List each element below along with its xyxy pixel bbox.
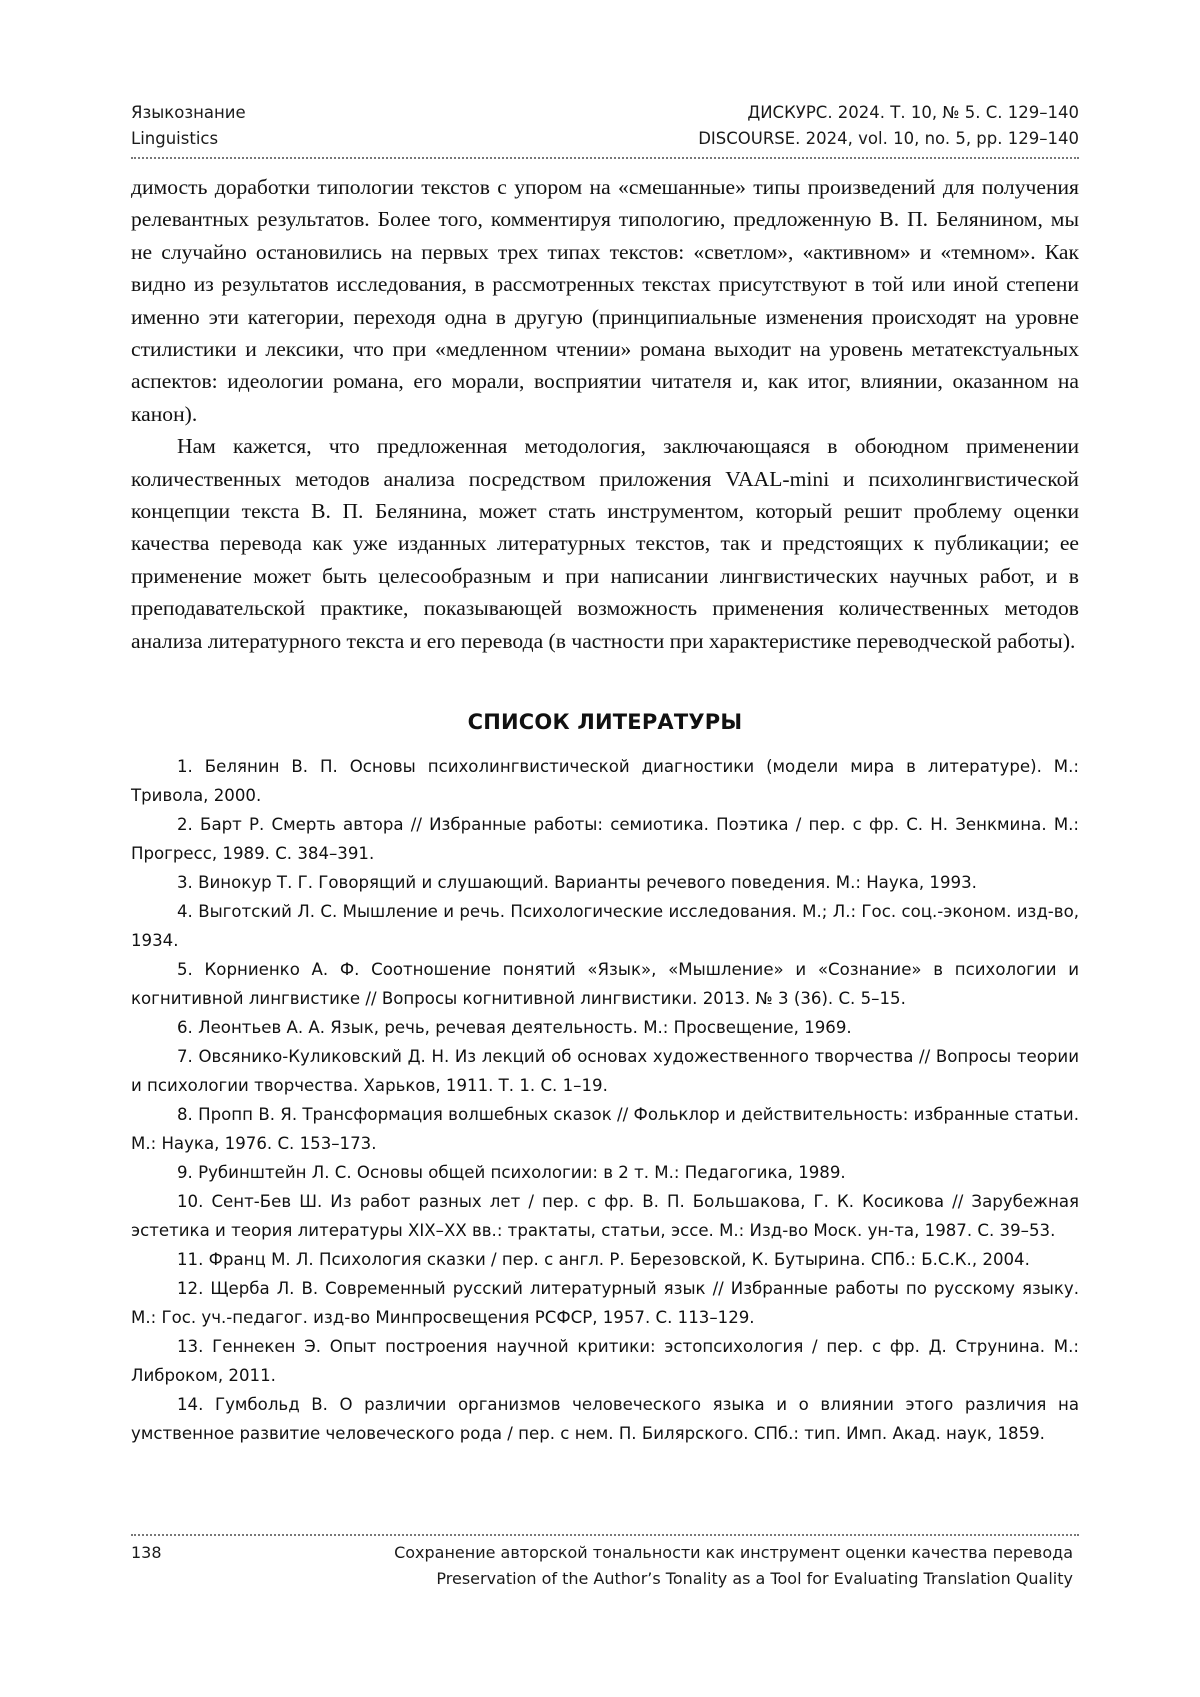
- running-header: [131, 100, 1079, 152]
- article-body: [131, 171, 1079, 657]
- footer-title-en: Preservation of the Author’s Tonality as a Tool for Evaluating Translation Quality: [436, 1569, 1073, 1588]
- footer-title-ru: Сохранение авторской тональности как инструмент оценки качества перевода: [394, 1543, 1073, 1562]
- header-section-en: Linguistics: [131, 129, 219, 148]
- header-citation-en: DISCOURSE. 2024, vol. 10, no. 5, pp. 129–140: [698, 129, 1079, 148]
- reference-item: 1. Белянин В. П. Основы психолингвистической диагностики (модели мира в литературе). М.: Тривола, 2000.: [131, 757, 1079, 805]
- reference-item: 13. Геннекен Э. Опыт построения научной критики: эстопсихология / пер. с фр. Д. Струнина. М.: Либроком, 2011.: [131, 1337, 1079, 1385]
- reference-item: 7. Овсянико-Куликовский Д. Н. Из лекций об основах художественного творчества // Вопросы теории и психологии творчества. Харьков, 1911. Т. 1. С. 1–19.: [131, 1047, 1079, 1095]
- header-section-ru: Языкознание: [131, 103, 246, 122]
- reference-item: 9. Рубинштейн Л. С. Основы общей психологии: в 2 т. М.: Педагогика, 1989.: [177, 1163, 846, 1182]
- references-heading: СПИСОК ЛИТЕРАТУРЫ: [467, 710, 743, 734]
- reference-item: 12. Щерба Л. В. Современный русский литературный язык // Избранные работы по русскому языку. М.: Гос. уч.-педагог. изд-во Минпросвещения РСФСР, 1957. С. 113–129.: [131, 1279, 1079, 1327]
- reference-item: 2. Барт Р. Смерть автора // Избранные работы: семиотика. Поэтика / пер. с фр. С. Н. Зенкмина. М.: Прогресс, 1989. С. 384–391.: [131, 815, 1079, 863]
- reference-item: 8. Пропп В. Я. Трансформация волшебных сказок // Фольклор и действительность: избранные статьи. М.: Наука, 1976. С. 153–173.: [131, 1105, 1079, 1153]
- journal-page: [131, 0, 1079, 1697]
- body-paragraph: димость доработки типологии текстов с упором на «смешанные» типы произведений для получения релевантных результатов. Более того, комментируя типологию, предложенную В. П. Белянином, мы не случайно остановились на первых трех типах текстов: «светлом», «активном» и «темном». Как видно из результатов исследования, в рассмотренных текстах присутствуют в той или иной степени именно эти категории, переходя одна в другую (принципиальные изменения происходят на уровне стилистики и лексики, что при «медленном чтении» романа выходит на уровень метатекстуальных аспектов: идеологии романа, его морали, восприятии читателя и, как итог, влиянии, оказанном на канон).: [131, 175, 1079, 426]
- body-paragraph: Нам кажется, что предложенная методология, заключающаяся в обоюдном применении количественных методов анализа посредством приложения VAAL-mini и психолингвистической концепции текста В. П. Белянина, может стать инструментом, который решит проблему оценки качества перевода как уже изданных литературных текстов, так и предстоящих к публикации; ее применение может быть целесообразным и при написании лингвистических научных работ, и в преподавательской практике, показывающей возможность применения количественных методов анализа литературного текста и его перевода (в частности при характеристике переводческой работы).: [131, 434, 1079, 653]
- reference-item: 4. Выготский Л. С. Мышление и речь. Психологические исследования. М.; Л.: Гос. соц.-эконом. изд-во, 1934.: [131, 902, 1079, 950]
- page-number: 138: [131, 1543, 162, 1562]
- reference-item: 10. Сент-Бев Ш. Из работ разных лет / пер. с фр. В. П. Большакова, Г. К. Косикова // Зарубежная эстетика и теория литературы XIX–XX вв.: трактаты, статьи, эссе. М.: Изд-во Моск. ун-та, 1987. С. 39–53.: [131, 1192, 1079, 1240]
- reference-item: 5. Корниенко А. Ф. Соотношение понятий «Язык», «Мышление» и «Сознание» в психологии и когнитивной лингвистике // Вопросы когнитивной лингвистики. 2013. № 3 (36). С. 5–15.: [131, 960, 1079, 1008]
- references-list: [131, 752, 1079, 1448]
- footer-divider: [131, 1534, 1079, 1536]
- header-section: [131, 100, 246, 152]
- reference-item: 3. Винокур Т. Г. Говорящий и слушающий. Варианты речевого поведения. М.: Наука, 1993.: [177, 873, 977, 892]
- reference-item: 6. Леонтьев А. А. Язык, речь, речевая деятельность. М.: Просвещение, 1969.: [177, 1018, 852, 1037]
- header-citation: [698, 100, 1079, 152]
- footer-article-title: [394, 1540, 1073, 1592]
- header-divider: [131, 157, 1079, 159]
- header-citation-ru: ДИСКУРС. 2024. Т. 10, № 5. С. 129–140: [747, 103, 1079, 122]
- reference-item: 11. Франц М. Л. Психология сказки / пер. с англ. Р. Березовской, К. Бутырина. СПб.: Б.С.К., 2004.: [177, 1250, 1030, 1269]
- reference-item: 14. Гумбольд В. О различии организмов человеческого языка и о влиянии этого различия на умственное развитие человеческого рода / пер. с нем. П. Билярского. СПб.: тип. Имп. Акад. наук, 1859.: [131, 1395, 1079, 1443]
